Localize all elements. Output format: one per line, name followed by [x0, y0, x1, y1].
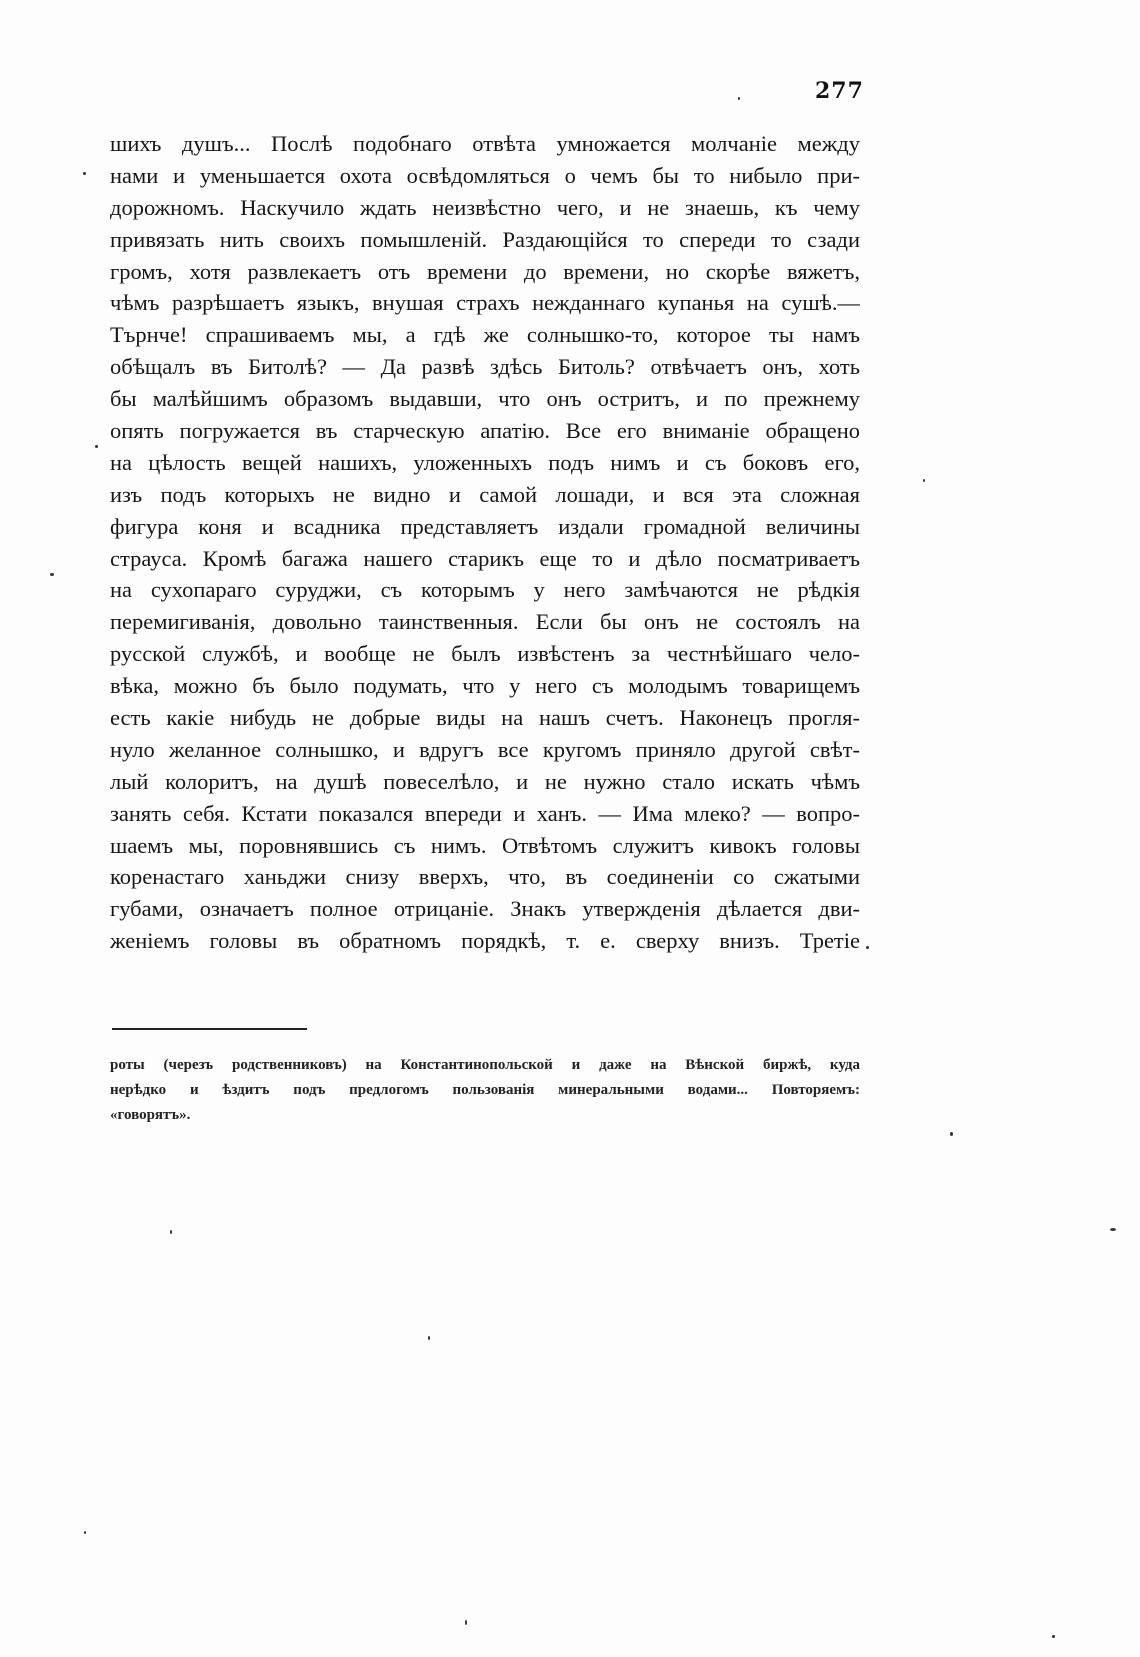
text-line: нами и уменьшается охота освѣдомляться о чемъ бы то нибыло при- [110, 162, 860, 188]
text-line: чѣмъ разрѣшаетъ языкъ, внушая страхъ нежданнаго купанья на сушѣ.— [110, 290, 860, 316]
scan-speck [866, 946, 869, 949]
text-line: шихъ душъ... Послѣ подобнаго отвѣта умножается молчанiе между [110, 131, 860, 156]
scan-speck [50, 573, 54, 576]
text-line: занять себя. Кстати показался впереди и ханъ. — Има млеко? — вопро- [110, 800, 860, 826]
footnote-line: «говорятъ». [110, 1107, 191, 1123]
text-line: нуло желанное солнышко, и вдругъ все кругомъ приняло другой свѣт- [110, 736, 860, 762]
scan-speck [950, 1132, 953, 1136]
body-text [110, 128, 860, 957]
scan-speck [465, 1620, 467, 1625]
text-line: фигура коня и всадника представляетъ издали громадной величины [110, 513, 860, 539]
text-line: дорожномъ. Наскучило ждать неизвѣстно чего, и не знаешь, къ чему [110, 194, 860, 220]
text-line: женiемъ головы въ обратномъ порядкѣ, т. е. сверху внизъ. Третiе [110, 928, 860, 954]
text-line: перемигиванiя, довольно таинственныя. Если бы онъ не состоялъ на [110, 609, 860, 635]
text-line: есть какiе нибудь не добрые виды на нашъ счетъ. Наконецъ прогля- [110, 705, 860, 731]
footnote-line: роты (черезъ родственниковъ) на Константинопольской и даже на Вѣнской биржѣ, куда [110, 1057, 860, 1073]
text-line: опять погружается въ старческую апатiю. Все его вниманiе обращено [110, 418, 860, 444]
scan-speck [738, 97, 740, 100]
scan-speck [1052, 1635, 1055, 1638]
text-line: лый колоритъ, на душѣ повеселѣло, и не нужно стало искать чѣмъ [110, 768, 860, 794]
scan-speck [95, 445, 98, 448]
scan-speck [84, 1531, 86, 1534]
text-line: бы малѣйшимъ образомъ выдавши, что онъ остритъ, и по прежнему [110, 386, 860, 412]
text-line: Търнче! спрашиваемъ мы, а гдѣ же солнышко-то, которое ты намъ [110, 322, 860, 348]
text-line: обѣщалъ въ Битолѣ? — Да развѣ здѣсь Битоль? отвѣчаетъ онъ, хоть [110, 354, 860, 380]
text-line: вѣка, можно бъ было подумать, что у него съ молодымъ товарищемъ [110, 673, 860, 699]
text-line: изъ подъ которыхъ не видно и самой лошади, и вся эта сложная [110, 481, 860, 507]
text-line: громъ, хотя развлекаетъ отъ времени до времени, но скорѣе вяжетъ, [110, 258, 860, 284]
scan-speck [428, 1336, 430, 1340]
scan-speck [83, 172, 86, 175]
footnote-line: нерѣдко и ѣздитъ подъ предлогомъ пользованiя минеральными водами... Повторяемъ: [110, 1082, 860, 1098]
text-line: страуса. Кромѣ багажа нашего старикъ еще то и дѣло посматриваетъ [110, 545, 860, 571]
footnote [110, 1053, 860, 1128]
text-line: привязать нить своихъ помышленiй. Раздающiйся то спереди то сзади [110, 226, 860, 252]
page-number: 277 [815, 78, 864, 104]
text-line: шаемъ мы, поровнявшись съ нимъ. Отвѣтомъ служитъ кивокъ головы [110, 832, 860, 858]
footnote-divider [112, 1028, 307, 1030]
text-line: губами, означаетъ полное отрицанiе. Знакъ утвержденiя дѣлается дви- [110, 896, 860, 922]
text-line: русской службѣ, и вообще не былъ извѣстенъ за честнѣйшаго чело- [110, 641, 860, 667]
text-line: коренастаго ханьджи снизу вверхъ, что, въ соединенiи со сжатыми [110, 864, 860, 890]
scan-speck [1110, 1228, 1116, 1231]
scan-speck [923, 479, 925, 482]
scan-speck [170, 1230, 172, 1234]
text-line: на цѣлость вещей нашихъ, уложенныхъ подъ нимъ и съ боковъ его, [110, 449, 860, 475]
text-line: на сухопараго суруджи, съ которымъ у него замѣчаются не рѣдкiя [110, 577, 860, 603]
